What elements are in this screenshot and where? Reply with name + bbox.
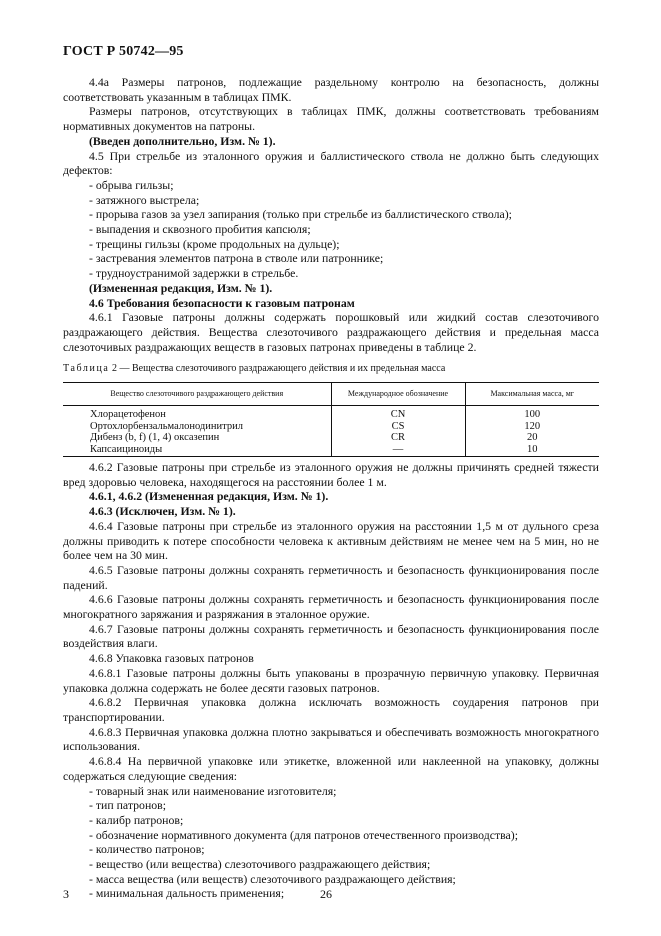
table-cell: CR <box>331 432 465 444</box>
table-cell: CS <box>331 421 465 433</box>
list-item: - выпадения и сквозного пробития капсюля; <box>89 222 311 237</box>
table-cell: 120 <box>465 421 599 433</box>
list-item: - товарный знак или наименование изготовителя; <box>89 783 337 798</box>
page-number: 26 <box>320 887 332 901</box>
list-item: - минимальная дальность применения; <box>89 886 285 901</box>
list-item: - количество патронов; <box>89 842 205 857</box>
table-cell: Дибенз (b, f) (1, 4) оксазепин <box>90 432 220 444</box>
list-item: - затяжного выстрела; <box>89 192 200 207</box>
paragraph: 4.6.2 Газовые патроны при стрельбе из эталонного оружия не должны причинять средней тяжести вред здоровью человека, находящегося на расстоянии более 1 м. <box>63 460 599 489</box>
table-cell: 20 <box>465 432 599 444</box>
paragraph: 4.6.8.4 На первичной упаковке или этикетке, вложенной или наклеенной на упаковку, должны содержаться следующие сведения: <box>63 754 599 783</box>
list-item: - обозначение нормативного документа (для патронов отечественного производства); <box>89 827 518 842</box>
table-header-mass: Максимальная масса, мг <box>465 383 599 406</box>
paragraph: 4.6.8.3 Первичная упаковка должна плотно закрываться и обеспечивать возможность многократного использования. <box>63 724 599 754</box>
list-item: - вещество (или вещества) слезоточивого раздражающего действия; <box>89 857 431 872</box>
section-gas-cartridges <box>63 460 599 901</box>
paragraph: 4.6.8.2 Первичная упаковка должна исключать возможность соударения патронов при транспортировании. <box>63 695 599 724</box>
paragraph: 4.6 Требования безопасности к газовым патронам <box>89 295 355 310</box>
document-code: ГОСТ Р 50742—95 <box>63 44 184 59</box>
list-item: - обрыва гильзы; <box>89 177 174 192</box>
table-cell: — <box>331 444 465 456</box>
table-row <box>63 432 599 444</box>
table-caption-word: Таблица <box>63 363 110 375</box>
table-cell: Ортохлорбензальмалонодинитрил <box>90 420 243 432</box>
list-item: - прорыва газов за узел запирания (только при стрельбе из баллистического ствола); <box>89 207 512 222</box>
table-cell: CN <box>331 405 465 420</box>
table-header-designation: Международное обозначение <box>331 383 465 406</box>
paragraph: 4.6.6 Газовые патроны должны сохранять герметичность и безопасность функционирования после многократного заряжания и разряжания в эталонное оружие. <box>63 592 599 622</box>
paragraph: 4.6.1 Газовые патроны должны содержать порошковый или жидкий состав слезоточивого раздражающего действия. Вещества слезоточивого раздражающего действия и предельная масса слезоточивых раздражающих веществ в газовых патронах приведены в таблице 2. <box>63 310 599 354</box>
list-item: - тип патронов; <box>89 798 167 813</box>
list-item: - трудноустранимой задержки в стрельбе. <box>89 266 299 281</box>
paragraph: 4.6.3 (Исключен, Изм. № 1). <box>89 504 236 519</box>
table-cell: 10 <box>465 444 599 456</box>
paragraph: 4.5 При стрельбе из эталонного оружия и баллистического ствола не должно быть следующих дефектов: <box>63 148 599 178</box>
list-item: - трещины гильзы (кроме продольных на дульце); <box>89 236 340 251</box>
table-row <box>63 405 599 420</box>
table-header-substance: Вещество слезоточивого раздражающего действия <box>63 383 331 406</box>
table-row <box>63 444 599 456</box>
edition-number: 3 <box>63 887 69 901</box>
list-item: - калибр патронов; <box>89 812 184 827</box>
paragraph: Размеры патронов, отсутствующих в таблицах ПМК, должны соответствовать требованиям нормативных документов на патроны. <box>63 104 599 134</box>
paragraph: 4.6.8 Упаковка газовых патронов <box>89 651 254 666</box>
paragraph: 4.6.5 Газовые патроны должны сохранять герметичность и безопасность функционирования после падений. <box>63 562 599 592</box>
paragraph: 4.4а Размеры патронов, подлежащие раздельному контролю на безопасность, должны соответствовать указанным в таблицах ПМК. <box>63 75 599 104</box>
list-item: - застревания элементов патрона в стволе или патроннике; <box>89 251 384 266</box>
page-content <box>63 75 599 901</box>
paragraph: (Введен дополнительно, Изм. № 1). <box>89 133 276 148</box>
paragraph: 4.6.7 Газовые патроны должны сохранять герметичность и безопасность функционирования после воздействия влаги. <box>63 621 599 651</box>
table-cell: Хлорацетофенон <box>90 408 166 420</box>
table-cell: Капсаициноиды <box>63 444 331 456</box>
table-cell: 100 <box>465 405 599 420</box>
list-item: - масса вещества (или веществ) слезоточивого раздражающего действия; <box>89 871 456 886</box>
paragraph: 4.6.1, 4.6.2 (Измененная редакция, Изм. № 1). <box>89 489 329 504</box>
substances-table <box>63 382 599 457</box>
paragraph: (Измененная редакция, Изм. № 1). <box>89 280 273 295</box>
paragraph: 4.6.8.1 Газовые патроны должны быть упакованы в прозрачную первичную упаковку. Первичная упаковка должна содержать не более десяти газовых патронов. <box>63 665 599 695</box>
table-row <box>63 421 599 433</box>
table-caption-text: 2 — Вещества слезоточивого раздражающего действия и их предельная масса <box>109 363 446 375</box>
table-caption <box>63 362 599 377</box>
paragraph: 4.6.4 Газовые патроны при стрельбе из эталонного оружия на расстоянии 1,5 м от дульного среза должны приводить к потере способности человека к активным действиям не менее чем на 5 мин, но не более чем на 30 мин. <box>63 518 599 563</box>
section-requirements <box>63 75 599 354</box>
